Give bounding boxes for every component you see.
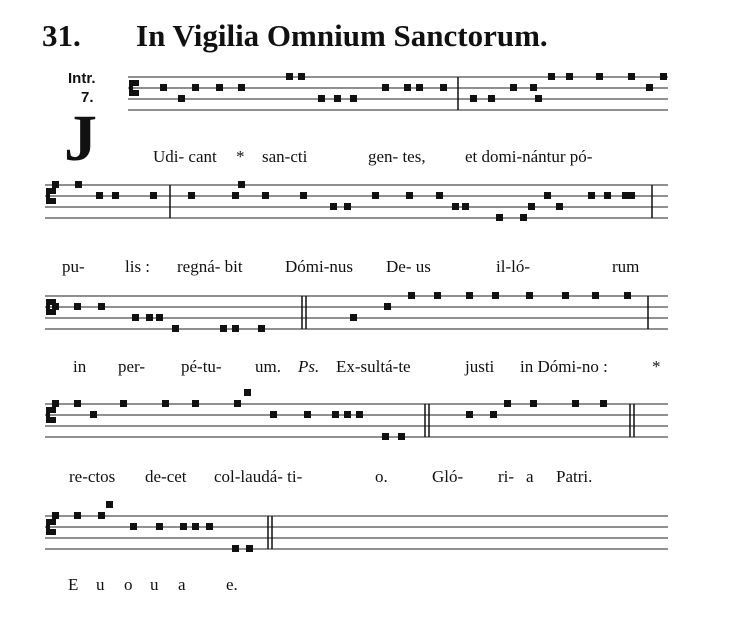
neume — [286, 73, 293, 80]
neume — [544, 192, 551, 199]
neume — [178, 95, 185, 102]
neume — [556, 203, 563, 210]
neume — [466, 411, 473, 418]
neume — [530, 400, 537, 407]
neume — [192, 400, 199, 407]
initial-letter: J — [64, 102, 97, 175]
lyric-syllable: De- us — [386, 257, 431, 276]
neume — [132, 314, 139, 321]
neume — [232, 325, 239, 332]
neume — [530, 84, 537, 91]
neume — [106, 501, 113, 508]
neume — [470, 95, 477, 102]
lyric-syllable: regná- bit — [177, 257, 243, 276]
neume — [382, 84, 389, 91]
lyric-syllable: Ex-sultá-te — [336, 357, 411, 376]
neume — [344, 203, 351, 210]
genre-label: Intr. — [68, 70, 96, 87]
lyric-syllable: re-ctos — [69, 467, 116, 486]
clef-mark — [50, 529, 56, 535]
neume — [188, 192, 195, 199]
lyric-syllable: in Dómi-no : — [520, 357, 608, 376]
neume — [120, 400, 127, 407]
neume — [74, 512, 81, 519]
lyric-syllable: gen- tes, — [368, 147, 426, 166]
clef-mark — [46, 299, 50, 315]
neume — [628, 73, 635, 80]
clef-mark — [50, 417, 56, 423]
neume — [162, 400, 169, 407]
clef-mark — [46, 188, 50, 204]
neume — [520, 214, 527, 221]
neume — [466, 292, 473, 299]
clef-mark — [129, 80, 133, 96]
lyric-syllable: Dómi-nus — [285, 257, 353, 276]
neume — [562, 292, 569, 299]
neume — [192, 84, 199, 91]
clef-mark — [133, 90, 139, 96]
neume — [350, 95, 357, 102]
neume — [52, 400, 59, 407]
neume — [628, 192, 635, 199]
neume — [232, 545, 239, 552]
neume — [490, 411, 497, 418]
neume — [492, 292, 499, 299]
neume — [588, 192, 595, 199]
neume — [258, 325, 265, 332]
lyric-syllable: a — [526, 467, 534, 486]
neume — [270, 411, 277, 418]
neume — [592, 292, 599, 299]
neume — [75, 181, 82, 188]
neume — [372, 192, 379, 199]
lyric-syllable: Udi- cant — [153, 147, 217, 166]
neume — [528, 203, 535, 210]
neume — [156, 523, 163, 530]
lyric-asterisk: * — [652, 357, 661, 376]
neume — [304, 411, 311, 418]
neume — [298, 73, 305, 80]
neume — [262, 192, 269, 199]
lyric-syllable: Gló- — [432, 467, 464, 486]
lyric-syllable: e. — [226, 575, 238, 594]
lyric-syllable: et domi-nántur pó- — [465, 147, 593, 166]
lyric-syllable: justi — [465, 357, 495, 376]
neume — [462, 203, 469, 210]
lyric-syllable: o. — [375, 467, 388, 486]
lyric-syllable: per- — [118, 357, 146, 376]
neume — [596, 73, 603, 80]
lyric-syllable: il-ló- — [496, 257, 530, 276]
neume — [548, 73, 555, 80]
clef-mark — [50, 407, 56, 413]
lyric-syllable: pé-tu- — [181, 357, 222, 376]
neume — [318, 95, 325, 102]
neume — [332, 411, 339, 418]
neume — [496, 214, 503, 221]
neume — [504, 400, 511, 407]
lyric-syllable: rum — [612, 257, 640, 276]
neume — [172, 325, 179, 332]
neume — [150, 192, 157, 199]
neume — [238, 181, 245, 188]
lyric-syllable: lis : — [125, 257, 151, 276]
lyric-psalm-label: Ps. — [298, 357, 320, 376]
neume — [624, 292, 631, 299]
lyric-syllable: san-cti — [262, 147, 308, 166]
neume — [330, 203, 337, 210]
neume — [440, 84, 447, 91]
neume — [192, 523, 199, 530]
lyric-syllable: a — [178, 575, 186, 594]
neume — [96, 192, 103, 199]
neume — [350, 314, 357, 321]
neume — [416, 84, 423, 91]
neume — [434, 292, 441, 299]
neume — [646, 84, 653, 91]
clef-mark — [46, 407, 50, 423]
neume — [600, 400, 607, 407]
lyric-syllable: pu- — [62, 257, 85, 276]
lyric-syllable: o — [124, 575, 133, 594]
neume — [216, 84, 223, 91]
neume — [146, 314, 153, 321]
lyric-syllable: col-laudá- ti- — [214, 467, 303, 486]
clef-mark — [133, 80, 139, 86]
lyric-syllable: Patri. — [556, 467, 593, 486]
neume — [398, 433, 405, 440]
neume — [384, 303, 391, 310]
mode-number: 7. — [81, 89, 94, 106]
clef-mark — [50, 519, 56, 525]
neume — [206, 523, 213, 530]
neume — [130, 523, 137, 530]
neume — [160, 84, 167, 91]
neume — [90, 411, 97, 418]
lyric-syllable: um. — [255, 357, 281, 376]
lyric-syllable: E — [68, 575, 79, 594]
lyric-syllable: u — [150, 575, 159, 594]
lyric-syllable: ri- — [498, 467, 515, 486]
neume — [238, 84, 245, 91]
neume — [180, 523, 187, 530]
lyric-syllable: de-cet — [145, 467, 187, 486]
neume — [622, 192, 629, 199]
neume — [572, 400, 579, 407]
neume — [74, 400, 81, 407]
lyric-asterisk: * — [236, 147, 245, 166]
neume — [526, 292, 533, 299]
neume — [74, 303, 81, 310]
neume — [535, 95, 542, 102]
neume — [52, 303, 59, 310]
neume — [436, 192, 443, 199]
lyric-syllable: in — [73, 357, 87, 376]
neume — [344, 411, 351, 418]
chant-number: 31. — [42, 18, 81, 53]
neume — [382, 433, 389, 440]
neume — [220, 325, 227, 332]
neume — [452, 203, 459, 210]
neume — [52, 181, 59, 188]
neume — [488, 95, 495, 102]
lyric-syllable: u — [96, 575, 105, 594]
clef-mark — [50, 188, 56, 194]
chant-title: In Vigilia Omnium Sanctorum. — [136, 18, 548, 53]
neume — [334, 95, 341, 102]
neume — [246, 545, 253, 552]
neume — [408, 292, 415, 299]
neume — [566, 73, 573, 80]
neume — [300, 192, 307, 199]
neume — [510, 84, 517, 91]
neume — [660, 73, 667, 80]
neume — [112, 192, 119, 199]
neume — [356, 411, 363, 418]
neume — [98, 512, 105, 519]
neume — [244, 389, 251, 396]
neume — [404, 84, 411, 91]
neume — [98, 303, 105, 310]
clef-mark — [50, 198, 56, 204]
clef-mark — [46, 519, 50, 535]
neume — [406, 192, 413, 199]
neume — [156, 314, 163, 321]
neume — [52, 512, 59, 519]
neume — [604, 192, 611, 199]
neume — [232, 192, 239, 199]
neume — [234, 400, 241, 407]
